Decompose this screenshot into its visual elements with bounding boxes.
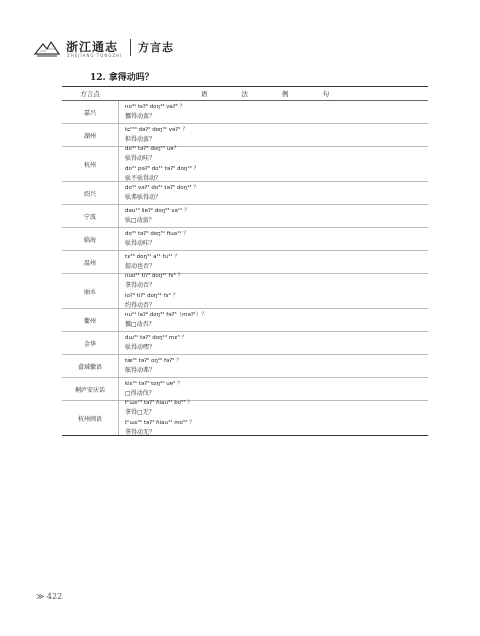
dialect-place: 绍兴: [62, 182, 119, 204]
dialect-place: 畲域徽语: [62, 355, 119, 377]
phonetic-line: do³¹ pəʔ⁵ do¹¹ təʔ⁵ doŋ¹³ ？: [125, 166, 199, 172]
table-body: [62, 101, 428, 435]
example-cell: [119, 124, 428, 146]
journal-title-en: ZHEJIANG TONGZHI: [67, 53, 123, 58]
phonetic-line: ioʔ³ tiʔ⁵ doŋ²¹ fɤ⁵ ？: [125, 293, 179, 299]
question-title: 12. 拿得动吗？: [90, 73, 154, 83]
phonetic-line: tʰɯɛ¹³ təʔ⁵ ɦiau³¹ bo⁵³ ？: [125, 400, 193, 406]
example-cell: [119, 274, 428, 308]
example-cell: [119, 309, 428, 331]
table-row: [62, 401, 428, 435]
page-header: [34, 36, 454, 66]
section-title: 方言志: [138, 41, 174, 54]
phonetic-line: do³¹ təʔ⁵ doŋ⁵¹ fiua¹¹ ？: [125, 231, 189, 237]
grammar-table: [62, 86, 428, 436]
dialect-place: 杭州: [62, 147, 119, 181]
phonetic-line: nu²¹ laʔ⁰ doŋ³¹ fəʔ⁵（məʔ¹）？: [125, 312, 207, 318]
journal-title: 浙江通志: [66, 40, 119, 54]
sentence-line: 驮□动蛮？: [125, 217, 155, 224]
sentence-line: 拿得动否？: [125, 282, 156, 289]
sentence-line: 约得动否？: [125, 302, 156, 309]
example-cell: [119, 101, 428, 123]
example-cell: [119, 182, 428, 204]
dialect-place: 杭州闽语: [62, 401, 119, 435]
sentence-line: 舷得动弗？: [125, 367, 156, 374]
table-row: [62, 332, 428, 355]
dialect-place: 衢州: [62, 309, 119, 331]
mountain-logo-icon: [34, 38, 60, 58]
dialect-place: 嘉兴: [62, 101, 119, 123]
example-cell: [119, 147, 428, 181]
example-cell: [119, 355, 428, 377]
phonetic-line: do³¹ vəʔ² do³¹ təʔ⁵ doŋ¹³ ？: [125, 185, 199, 191]
example-cell: [119, 228, 428, 250]
dialect-place: 湖州: [62, 124, 119, 146]
phonetic-line: dɯ³¹ təʔ⁵ doŋ¹³ mɤ⁵ ？: [125, 335, 187, 341]
header-divider: [130, 39, 131, 56]
phonetic-line: tæ³¹ təʔ⁵ oŋ²² fəʔ⁵ ？: [125, 358, 182, 364]
example-cell: [119, 251, 428, 273]
page-number: ≫ 422: [36, 592, 63, 601]
header-examples: 语 法 例 句: [200, 90, 346, 98]
sentence-line: 挪得动蛮？: [125, 113, 156, 120]
table-row: [62, 355, 428, 378]
example-cell: [119, 378, 428, 400]
example-cell: [119, 205, 428, 227]
table-row: [62, 228, 428, 251]
sentence-line: 驮弗驮得动？: [125, 194, 162, 201]
dialect-place: 桐庐安庆话: [62, 378, 119, 400]
sentence-line: 拿得□无？: [125, 409, 155, 416]
sentence-line: 提动也否？: [125, 263, 156, 270]
header-place: 方言点: [80, 90, 100, 98]
sentence-line: 挪□动否？: [125, 321, 155, 328]
table-row: [62, 101, 428, 124]
table-row: [62, 309, 428, 332]
phonetic-line: nuo²¹ tiʔ⁵ doŋ³¹ fɤ⁵ ？: [125, 273, 184, 279]
dialect-place: 金华: [62, 332, 119, 354]
example-cell: [119, 401, 428, 435]
phonetic-line: kiɛ³¹ təʔ⁵ toŋ²² uɐ⁵ ？: [125, 381, 183, 387]
dialect-place: 宁波: [62, 205, 119, 227]
sentence-line: 驮得动哇？: [125, 155, 156, 162]
dialect-place: 临海: [62, 228, 119, 250]
phonetic-line: tɕʰ⁵³ dəʔ² doŋ³¹ vəʔ⁵ ？: [125, 127, 188, 133]
sentence-line: 担得动蛮？: [125, 136, 156, 143]
phonetic-line: do³¹ təʔ⁵ doŋ¹³ uɐ？: [125, 146, 180, 152]
table-row: [62, 205, 428, 228]
dialect-place: 丽水: [62, 274, 119, 308]
table-row: [62, 274, 428, 309]
sentence-line: 驮得动哇？: [125, 240, 156, 247]
table-row: [62, 147, 428, 182]
table-header: [62, 87, 428, 101]
table-row: [62, 182, 428, 205]
phonetic-line: dəu¹³ lieʔ² doŋ⁵³ va¹¹ ？: [125, 208, 190, 214]
phonetic-line: tɤ³³ doŋ³¹ a¹¹ fu¹¹ ？: [125, 254, 180, 260]
sentence-line: 驮不驮得动？: [125, 175, 162, 182]
phonetic-line: no³¹ tᴇʔ⁵ doŋ¹³ vaʔ⁵ ？: [125, 104, 186, 110]
sentence-line: 拿得动无？: [125, 429, 156, 436]
example-cell: [119, 332, 428, 354]
sentence-line: □得动伐？: [125, 390, 155, 397]
phonetic-line: tʰɯɛ³¹ təʔ⁵ ɦiau¹¹ mo⁵³ ？: [125, 420, 195, 426]
dialect-place: 温州: [62, 251, 119, 273]
sentence-line: 驮得动嘿？: [125, 344, 156, 351]
